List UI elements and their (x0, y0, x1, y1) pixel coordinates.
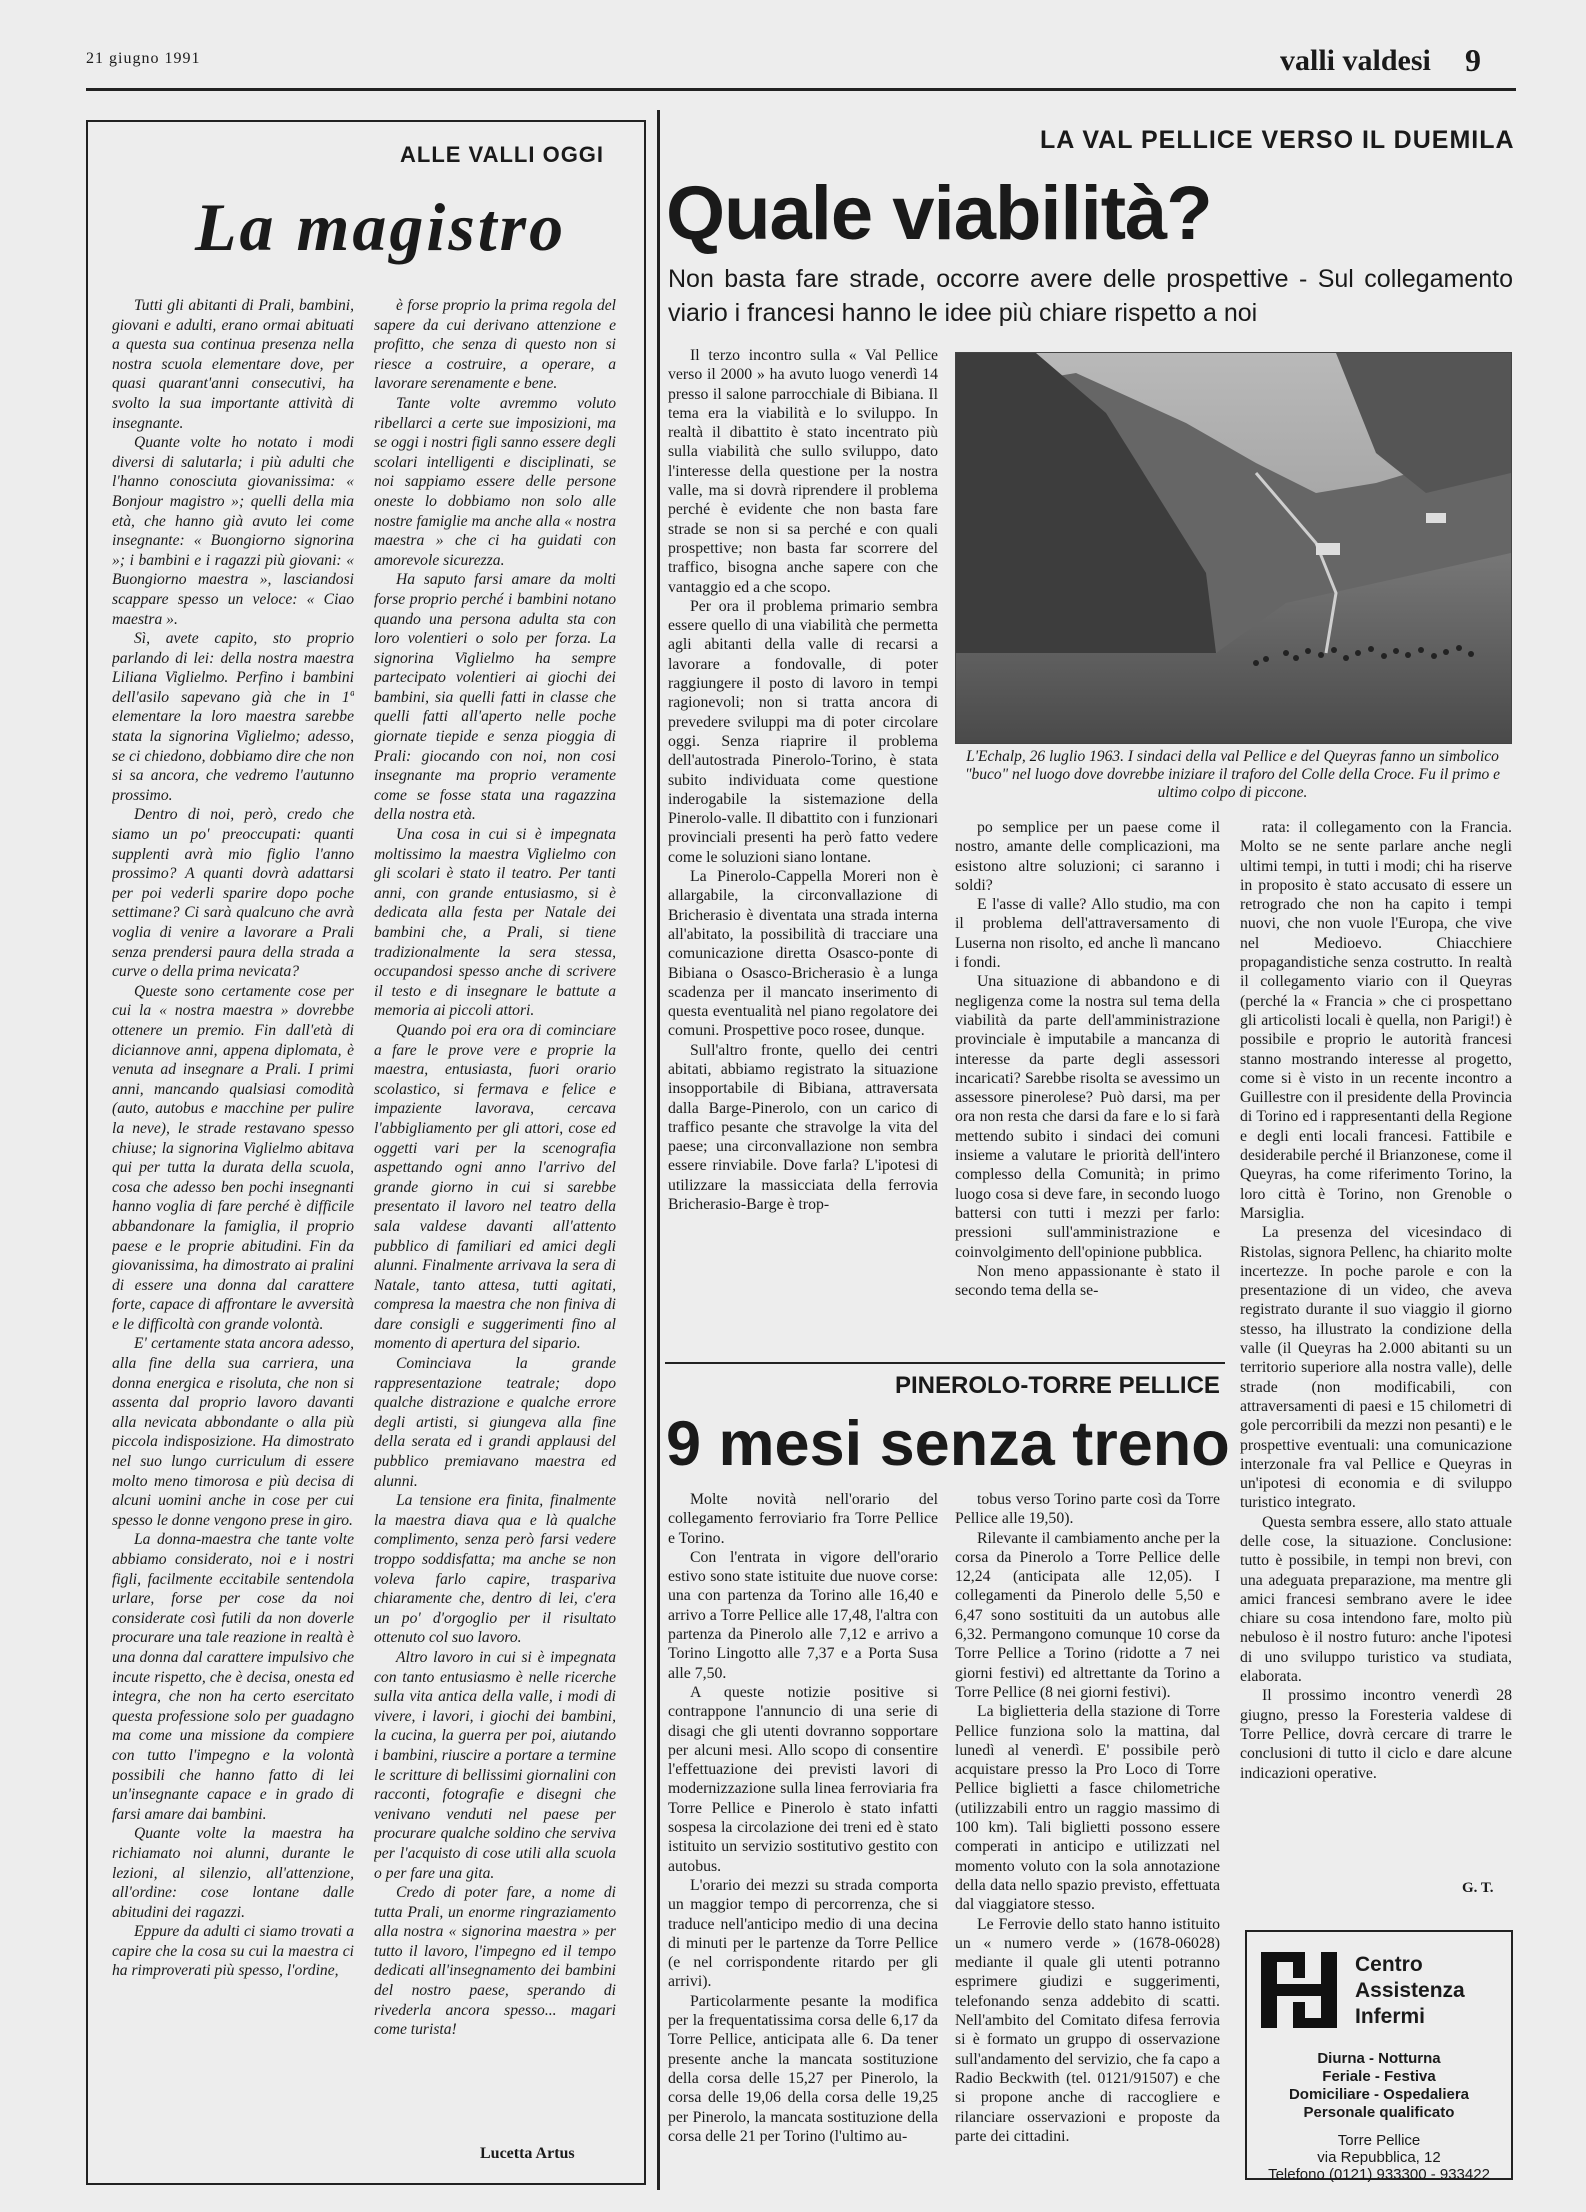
paragraph: La tensione era finita, finalmente la maestra diava qua e là qualche complimento, senza però farsi vedere troppo soddisfatta; ma anche se non voleva farlo capire, traspariva chiaramente che, dentro di lei, c'era un po' d'orgoglio per il risultato ottenuto col suo lavoro. (374, 1492, 616, 1647)
ad-name-line-2: Assistenza (1355, 1979, 1465, 2002)
paragraph: Quante volte la maestra ha richiamato noi alunni, durante le lezioni, al silenzio, all'attenzione, all'ordine: cose lontane dalle abitudini dei ragazzi. (112, 1825, 354, 1921)
paragraph: La presenza del vicesindaco di Ristolas, signora Pellenc, ha chiarito molte incertezze. In poche parole e con la presentazione di un video, che aveva registrato durante il suo viaggio il giorno stesso, ha illustrato la condizione della valle (il Queyras ha 2.000 abitanti su un territorio superiore alla nostra valle), delle strade (non modificabili, con attraversamenti di paesi e 15 chilometri di gole percorribili da mezzi non pesanti) e le prospettive eventuali: una comunicazione interzonale fra val Pellice e Queyras in un'ipotesi di economia e di sviluppo turistico integrato. (1240, 1224, 1512, 1512)
paragraph: Non meno appassionante è stato il secondo tema della se- (955, 1262, 1220, 1300)
right-article-signature: G. T. (1462, 1880, 1494, 1896)
paragraph: Il terzo incontro sulla « Val Pellice verso il 2000 » ha avuto luogo venerdì 14 presso il salone parrocchiale di Bibiana. Il tema era la viabilità e lo sviluppo. In realtà il dibattito è stato incentrato più sulla viabilità che sullo sviluppo, dato l'interesse della questione per la nostra valle, ma si dovrà riprendere il problema perché è evidente che non basta fare strade se non si sa perché e con quali prospettive; non basta far scorrere del traffico, bisogna anche sapere con che vantaggio ed a che scopo. (668, 347, 938, 596)
ad-service-line: Diurna - Notturna (1317, 2050, 1441, 2067)
article-photo (955, 352, 1512, 744)
paragraph: è forse proprio la prima regola del sapere da cui derivano attenzione e profitto, che senza di questo non si riesce a costruire, a operare, a lavorare serenamente e bene. (374, 297, 616, 393)
ad-service-line: Domiciliare - Ospedaliera (1288, 2086, 1470, 2103)
left-article-column-1 (112, 296, 354, 2176)
right-article-title: Quale viabilità? (666, 171, 1212, 256)
paragraph: Particolarmente pesante la modifica per la frequentatissima corsa delle 6,17 da Torre Pellice, anticipata alle 6. Da tener presente anche la mancata sostituzione della corsa delle 15,27 per Pinerolo, la corsa delle 19,06 della corsa delle 19,25 per Pinerolo, la mancata sostituzione della corsa delle 21 per Torino (l'ultimo au- (668, 1992, 938, 2145)
train-article-kicker: PINEROLO-TORRE PELLICE (895, 1372, 1220, 1399)
right-article-column-2 (955, 818, 1220, 1358)
train-article-rule (665, 1362, 1225, 1364)
train-article-column-2 (955, 1490, 1220, 2190)
ad-address-line: via Repubblica, 12 (1317, 2149, 1441, 2166)
paragraph: La Pinerolo-Cappella Moreri non è allargabile, la circonvallazione di Bricherasio è diventata una strada interna all'abitato, la possibilità di tracciare una comunicazione diretta Osasco-ponte di Bibiana o Osasco-Bricherasio è a lunga scadenza per il mancato inserimento di questa eventualità nel piano regolatore dei comuni. Prospettive poco rosee, dunque. (668, 868, 938, 1040)
paragraph: Ha saputo farsi amare da molti forse proprio perché i bambini notano quando una persona adulta sta con loro volentieri o solo per forza. La signorina Viglielmo ha sempre partecipato volentieri ai giochi dei bambini, sia quelli fatti in classe che quelli fatti all'aperto nelle poche giornate tiepide e senza pioggia di Prali: giocando con noi, non cosi insegnante ma proprio veramente come se fosse stata una ragazzina della nostra età. (374, 571, 616, 824)
paragraph: Rilevante il cambiamento anche per la corsa da Pinerolo a Torre Pellice delle 12,24 (anticipata alle 12,05). I collegamenti da Pinerolo delle 5,50 e 6,47 sono sostituiti da un autobus alle 6,32. Permangono comunque 10 corse da Torre Pellice a Torino (ridotte a 7 nei giorni festivi) ed altrettante da Torino a Torre Pellice (8 nei giorni festivi). (955, 1529, 1220, 1701)
paragraph: Con l'entrata in vigore dell'orario estivo sono state istituite due nuove corse: una con partenza da Torino alle 16,40 e arrivo a Torre Pellice alle 17,48, l'altra con partenza da Pinerolo alle 7,12 e arrivo a Torino Lingotto alle 7,37 e a Porta Susa alle 7,50. (668, 1548, 938, 1682)
paragraph: Una situazione di abbandono e di negligenza come la nostra sul tema della viabilità da parte dell'amministrazione provinciale è imputabile a mancanza di interesse da parte degli assessori incaricati? Sarebbe risolta se avessimo un assessore pinerolese? Può darsi, ma per ora non resta che darsi da fare e lo si farà mettendo subito i sindaci dei comuni insieme a valutare le priorità dell'intero complesso della Comunità; in primo luogo cosa si deve fare, in secondo luogo battersi con tutti i mezzi per farlo: pressioni sull'amministrazione e coinvolgimento dell'opinione pubblica. (955, 973, 1220, 1261)
paragraph: Sì, avete capito, sto proprio parlando di lei: della nostra maestra Liliana Viglielmo. Perfino i bambini dell'asilo sapevano già che in 1ª elementare la loro maestra sarebbe stata la signorina Viglielmo; adesso, se ci chiedono, dobbiamo dire che non si sa ancora, che vedremo l'autunno prossimo. (112, 630, 354, 804)
ad-address (1247, 2132, 1511, 2183)
header-rule (86, 88, 1516, 91)
ad-name-line-1: Centro (1355, 1953, 1423, 1976)
paragraph: Il prossimo incontro venerdì 28 giugno, presso la Foresteria valdese di Torre Pellice, dovrà cercare di trarre le conclusioni di tutto il ciclo e dare alcune indicazioni operative. (1240, 1687, 1512, 1782)
paragraph: Credo di poter fare, a nome di tutta Prali, un enorme ringraziamento alla nostra « signorina maestra » per tutto il lavoro, l'impegno ed il tempo dedicati all'insegnamento dei bambini del nostro paese, sperando di rivederla ancora spesso... magari come turista! (374, 1884, 616, 2039)
paragraph: tobus verso Torino parte così da Torre Pellice alle 19,50). (955, 1491, 1220, 1528)
photo-caption: L'Echalp, 26 luglio 1963. I sindaci della val Pellice e del Queyras fanno un simbolico "buco" nel luogo dove dovrebbe iniziare il traforo del Colle della Croce. Fu il primo e ultimo colpo di piccone. (964, 748, 1501, 801)
paragraph: Altro lavoro in cui si è impegnata con tanto entusiasmo è nelle ricerche sulla vita antica della valle, i modi di vivere, i lavori, i giochi dei bambini, la cucina, la guerra per poi, aiutando i bambini, riuscire a portare a termine le scritture di bellissimi giornalini con racconti, fotografie e disegni che venivano venduti nel paese per procurare qualche soldino che serviva per l'acquisto di cose utili alla scuola o per fare una gita. (374, 1648, 616, 1882)
paragraph: Cominciava la grande rappresentazione teatrale; dopo qualche distrazione e qualche errore degli artisti, si giungeva alla fine della serata ed i grandi applausi del pubblico premiavano maestra ed alunni. (374, 1355, 616, 1490)
column-divider (657, 110, 660, 2190)
paragraph: Eppure da adulti ci siamo trovati a capire che la cosa su cui la maestra ci ha rimproverati più spesso, l'ordine, (112, 1923, 354, 1980)
left-article-signature: Lucetta Artus (480, 2145, 575, 2162)
paragraph: Questa sembra essere, allo stato attuale delle cose, la situazione. Conclusione: tutto è possibile, in tempi non brevi, con una adeguata preparazione, ma mentre gli amici francesi sembrano avere le idee chiare su cosa intendono fare, molto più nebuloso è il nostro futuro: anche l'ipotesi di uno sviluppo turistico va studiata, elaborata. (1240, 1513, 1512, 1686)
left-article-kicker: ALLE VALLI OGGI (400, 142, 605, 167)
advertisement-box (1245, 1930, 1513, 2183)
paragraph: Per ora il problema primario sembra essere quello di una viabilità che permetta agli abitanti della valle di recarsi a lavorare a fondovalle, di poter raggiungere il posto di lavoro in tempi ragionevoli; non si tratta ancora di prevedere sviluppi ma di poter circolare oggi. Senza riaprire il problema dell'autostrada Pinerolo-Torino, è stata subito individuata come questione inderogabile la sistemazione della Pinerolo-valle. Il dibattito con i funzionari provinciali presenti ha però fatto vedere come le soluzioni siano lontane. (668, 597, 938, 866)
paragraph: rata: il collegamento con la Francia. Molto se ne sente parlare anche negli ultimi tempi, in tutti i modi; chi ha riserve in proposito è stato accusato di essere un retrogrado che non ha capito i tempi nuovi, che non vuole l'Europa, che vive nel Medioevo. Chiacchiere propagandistiche senza costrutto. In realtà il collegamento viario con il Queyras (perché la « Francia » che ci prospettano gli articolisti locali è quella, non Parigi!) è possibile e proprio le autorità francesi stanno mostrando interesse al progetto, come si è visto in un recente incontro a Guillestre con il presidente della Provincia di Torino ed i rappresentanti della Regione e degli enti locali francesi. Fattibile e desiderabile perché il Brianzonese, come il Queyras, ha come riferimento Torino, la loro città è Torino, non Grenoble o Marsiglia. (1240, 819, 1512, 1222)
paragraph: L'orario dei mezzi su strada comporta un maggior tempo di percorrenza, che si traduce nell'anticipo medio di una decina di minuti per le partenze da Torre Pellice (e nel corrispondente ritardo per gli arrivi). (668, 1876, 938, 1991)
publication-name: valli valdesi (1280, 44, 1431, 77)
right-article-kicker: LA VAL PELLICE VERSO IL DUEMILA (1040, 126, 1515, 154)
paragraph: La donna-maestra che tante volte abbiamo considerato, noi e i nostri figli, facilmente eccitabile sentendola urlare, forse per cose da noi considerate così futili da non doverle procurare una tale reazione in realtà è una donna dal carattere impulsivo che incute rispetto, che è decisa, onesta ed integra, che non ha certo esercitato questa professione solo per guadagno ma come una missione da compiere con tutto l'impegno e la volontà possibili che hanno fatto di lei un'insegnante capace e in grado di farsi amare dai bambini. (112, 1531, 354, 1823)
paragraph: po semplice per un paese come il nostro, amante delle complicazioni, ma esistono altre soluzioni; ci saranno i soldi? (955, 819, 1220, 894)
photo-image (956, 353, 1511, 743)
train-article-column-1 (668, 1490, 938, 2190)
issue-date: 21 giugno 1991 (86, 50, 201, 67)
paragraph: E l'asse di valle? Allo studio, ma con il problema dell'attraversamento di Luserna non risolto, ed anche lì mancano i fondi. (955, 896, 1220, 972)
right-article-column-3 (1240, 818, 1512, 1878)
ad-address-line: Torre Pellice (1337, 2132, 1421, 2149)
paragraph: Molte novità nell'orario del collegamento ferroviario fra Torre Pellice e Torino. (668, 1491, 938, 1547)
page-number: 9 (1465, 42, 1481, 78)
paragraph: La biglietteria della stazione di Torre Pellice funziona solo la mattina, dal lunedì al venerdì. E' possibile però acquistare presso la Pro Loco di Torre Pellice biglietti a fasce chilometriche (utilizzabili entro un raggio massimo di 100 km). Tali biglietti possono essere comperati in anticipo e utilizzati nel momento voluto con la sola annotazione della data nello spazio previsto, effettuata dal viaggiatore stesso. (955, 1703, 1220, 1914)
paragraph: Le Ferrovie dello stato hanno istituito un « numero verde » (1678-06028) mediante il quale gli utenti potranno esprimere giudizi e suggerimenti, telefonando senza addebito di scatti. Nell'ambito del Comitato difesa ferrovia si è formato un gruppo di osservazione sull'andamento del servizio, che fa capo a Radio Beckwith (tel. 0121/91507) e che si propone anche di raccogliere e rilanciare osservazioni e proposte da parte dei cittadini. (955, 1915, 1220, 2145)
paragraph: Quando poi era ora di cominciare a fare le prove vere e proprie la maestra, entusiasta, fuori orario scolastico, si fermava e felice e impaziente lavorava, cercava l'abbigliamento per gli attori, cose ed oggetti vari per la scenografia aspettando ogni anno l'arrivo del grande giorno in cui si sarebbe presentato il lavoro nel teatro della sala valdese davanti all'attento pubblico di familiari ed amici degli alunni. Finalmente arrivava la sera di Natale, tanto attesa, tutti agitati, compresa la maestra che non finiva di dare consigli e suggerimenti fino al momento di apertura del sipario. (374, 1021, 616, 1353)
ad-services (1247, 2050, 1511, 2122)
left-article-column-2 (374, 296, 616, 2146)
cai-logo-icon (1259, 1950, 1339, 2030)
left-article-title: La magistro (195, 189, 567, 265)
paragraph: Queste sono certamente cose per cui la « nostra maestra » dovrebbe ottenere un premio. Fin dall'età di diciannove anni, appena diplomata, è venuta ad insegnare a Prali. I primi anni, mancando qualsiasi comodità (auto, autobus e macchine per pulire la neve), le strade restavano spesso chiuse; la signorina Viglielmo abitava qui per tutta la durata della scuola, cosa che adesso ben pochi insegnanti hanno voglia di fare perché è difficile abbandonare la famiglia, il proprio paese e le proprie abitudini. Fin da giovanissima, ha dimostrato ai pralini di essere una donna dal carattere forte, capace di affrontare le avversità e le difficoltà con grande volontà. (112, 982, 354, 1333)
ad-address-line: Telefono (0121) 933300 - 933422 (1268, 2166, 1490, 2183)
ad-name-line-3: Infermi (1355, 2005, 1426, 2028)
right-article-column-1 (668, 346, 938, 1356)
paragraph: Dentro di noi, però, credo che siamo un po' preoccupati: quanti supplenti avrà mio figlio l'anno prossimo? A quanti dovrà adattarsi per poi vederli sparire dopo poche settimane? Ci sarà qualcuno che avrà voglia di venire a lavorare a Prali senza prendersi paura della strada a curve o della prima nevicata? (112, 806, 354, 981)
paragraph: E' certamente stata ancora adesso, alla fine della sua carriera, una donna energica e risoluta, che non si assenta dal proprio lavoro davanti alla nevicata abbondante o alla più piccola indisposizione. Ha dimostrato nel suo lungo curriculum di essere molto meno timorosa e più decisa di alcuni uomini anche in cose per cui spesso le donne vengono prese in giro. (112, 1335, 354, 1529)
paragraph: Tutti gli abitanti di Prali, bambini, giovani e adulti, erano ormai abituati a questa sua continua presenza nella nostra scuola elementare dove, per quasi quarant'anni consecutivi, ha svolto la sua importante attività di insegnante. (112, 297, 354, 432)
paragraph: Quante volte ho notato i modi diversi di salutarla; i più adulti che l'hanno conosciuta giovanissima: « Bonjour magistro »; quelli della mia età, che hanno già avuto lei come insegnante: « Buongiorno signorina »; i bambini e i ragazzi più giovani: « Buongiorno maestra », lasciandosi scappare spesso un veloce: « Ciao maestra ». (112, 434, 354, 628)
ad-organization-name (1355, 1952, 1465, 2030)
paragraph: Tante volte avremmo voluto ribellarci a certe sue imposizioni, ma se oggi i nostri figli sanno essere degli scolari intelligenti e disciplinati, se noi sappiamo essere delle persone oneste lo dobbiamo non solo alle nostre famiglie ma anche alla « nostra maestra » che ci ha guidati con amorevole sicurezza. (374, 394, 616, 569)
paragraph: A queste notizie positive si contrappone l'annuncio di una serie di disagi che gli utenti dovranno sopportare per alcuni mesi. Allo scopo di consentire l'effettuazione dei previsti lavori di modernizzazione sulla linea ferroviaria fra Torre Pellice e Pinerolo è stato infatti sospesa la circolazione dei treni ed è stato istituito un servizio sostitutivo gestito con autobus. (668, 1683, 938, 1875)
right-article-subtitle: Non basta fare strade, occorre avere delle prospettive - Sul collegamento viario i francesi hanno le idee più chiare rispetto a noi (668, 265, 1513, 327)
paragraph: Una cosa in cui si è impegnata moltissimo la maestra Viglielmo con gli scolari è stato il teatro. Per tanti anni, con grande entusiasmo, si è dedicata alla festa per Natale dei bambini che, a Prali, si tiene tradizionalmente la sera stessa, occupandosi spesso anche di scrivere il testo e di insegnare le battute a memoria ai piccoli attori. (374, 826, 616, 1020)
ad-service-line: Personale qualificato (1303, 2104, 1455, 2121)
ad-service-line: Feriale - Festiva (1322, 2068, 1436, 2085)
paragraph: Sull'altro fronte, quello dei centri abitati, abbiamo registrato la situazione insopportabile di Bibiana, attraversata dalla Barge-Pinerolo, con un carico di traffico pesante che stravolge la vita del paese; una circonvallazione non sembra essere rinviabile. Dove farla? L'ipotesi di utilizzare la massicciata della ferrovia Bricherasio-Barge è trop- (668, 1041, 938, 1214)
train-article-title: 9 mesi senza treno (666, 1409, 1230, 1479)
